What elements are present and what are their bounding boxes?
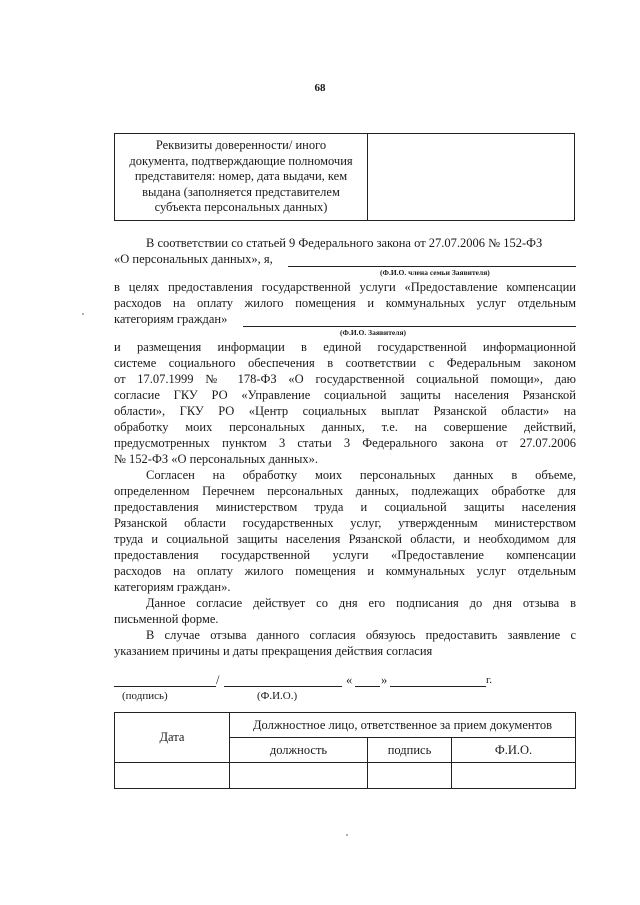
consent-line: письменной форме. bbox=[114, 612, 219, 626]
group-header-official: Должностное лицо, ответственное за прием документов bbox=[230, 713, 576, 738]
column-header-signature: подпись bbox=[368, 738, 452, 763]
consent-line: категориям граждан» bbox=[114, 312, 228, 326]
consent-line: № 152-ФЗ «О персональных данных». bbox=[114, 452, 318, 466]
consent-line: труда и социальной защиты населения Рязанской области, и необходимом для bbox=[114, 532, 576, 546]
date-year-suffix: г. bbox=[486, 674, 493, 686]
consent-line: обработку моих персональных данных, т.е. на совершение действий, bbox=[114, 420, 576, 434]
consent-line: расходов на оплату жилого помещения и коммунальных услуг отдельным bbox=[114, 296, 576, 310]
fio-family-caption: (Ф.И.О. члена семьи Заявителя) bbox=[380, 268, 490, 277]
consent-line: Данное согласие действует со дня его подписания до дня отзыва в bbox=[146, 596, 576, 610]
signature-slash: / bbox=[216, 673, 220, 687]
consent-line: в целях предоставления государственной услуги «Предоставление компенсации bbox=[114, 280, 576, 294]
consent-line: Рязанской области государственных услуг, утвержденным министерством bbox=[114, 516, 576, 530]
scan-speck bbox=[82, 313, 84, 315]
consent-line: расходов на оплату жилого помещения и коммунальных услуг отдельным bbox=[114, 564, 576, 578]
consent-line: определенном Перечнем персональных данных, подлежащих обработке для bbox=[114, 484, 576, 498]
official-table bbox=[114, 712, 576, 789]
column-header-fio: Ф.И.О. bbox=[452, 738, 576, 763]
requisites-label: Реквизиты доверенности/ иного документа, подтверждающие полномочия представителя: номер, дата выдачи, кем выдана (заполняется представителем субъекта персональных данных) bbox=[115, 134, 368, 221]
signature-caption: (подпись) bbox=[122, 690, 168, 702]
fio-caption: (Ф.И.О.) bbox=[257, 690, 298, 702]
date-quote-close: » bbox=[381, 673, 388, 687]
table-cell-position[interactable] bbox=[230, 763, 368, 789]
fio-family-field[interactable] bbox=[288, 266, 576, 267]
column-header-date: Дата bbox=[115, 713, 230, 763]
signature-fio-field[interactable] bbox=[224, 686, 342, 687]
consent-line: указанием причины и даты прекращения действия согласия bbox=[114, 644, 433, 658]
table-cell-signature[interactable] bbox=[368, 763, 452, 789]
consent-line: от 17.07.1999 № 178-ФЗ «О государственной социальной помощи», даю bbox=[114, 372, 576, 386]
consent-line: области», ГКУ РО «Центр социальных выплат Рязанской области» на bbox=[114, 404, 576, 418]
column-header-position: должность bbox=[230, 738, 368, 763]
page-number: 68 bbox=[314, 82, 326, 94]
consent-line: Согласен на обработку моих персональных данных в объеме, bbox=[146, 468, 576, 482]
date-month-field[interactable] bbox=[390, 686, 480, 687]
signature-field[interactable] bbox=[114, 686, 216, 687]
consent-line: В случае отзыва данного согласия обязуюсь предоставить заявление с bbox=[146, 628, 576, 642]
requisites-value-cell[interactable] bbox=[368, 134, 575, 221]
fio-applicant-caption: (Ф.И.О. Заявителя) bbox=[340, 328, 407, 337]
fio-applicant-field[interactable] bbox=[243, 326, 576, 327]
consent-line: согласие ГКУ РО «Управление социальной защиты населения Рязанской bbox=[114, 388, 576, 402]
requisites-table bbox=[114, 133, 575, 221]
date-day-field[interactable] bbox=[355, 686, 380, 687]
consent-line: системе социального обеспечения в соответствии с Федеральным законом bbox=[114, 356, 576, 370]
consent-line: предоставления министерством труда и социальной защиты населения bbox=[114, 500, 576, 514]
consent-line: «О персональных данных», я, bbox=[114, 252, 273, 266]
table-cell-fio[interactable] bbox=[452, 763, 576, 789]
date-quote-open: « bbox=[346, 673, 353, 687]
consent-line: предоставления государственной услуги «Предоставление компенсации bbox=[114, 548, 576, 562]
consent-line: В соответствии со статьей 9 Федерального закона от 27.07.2006 № 152-ФЗ bbox=[146, 236, 543, 250]
scan-speck bbox=[346, 834, 348, 836]
consent-line: и размещения информации в единой государственной информационной bbox=[114, 340, 576, 354]
consent-line: категориям граждан». bbox=[114, 580, 231, 594]
consent-line: предусмотренных пунктом 3 статьи 3 Федерального закона от 27.07.2006 bbox=[114, 436, 576, 450]
table-cell-date[interactable] bbox=[115, 763, 230, 789]
